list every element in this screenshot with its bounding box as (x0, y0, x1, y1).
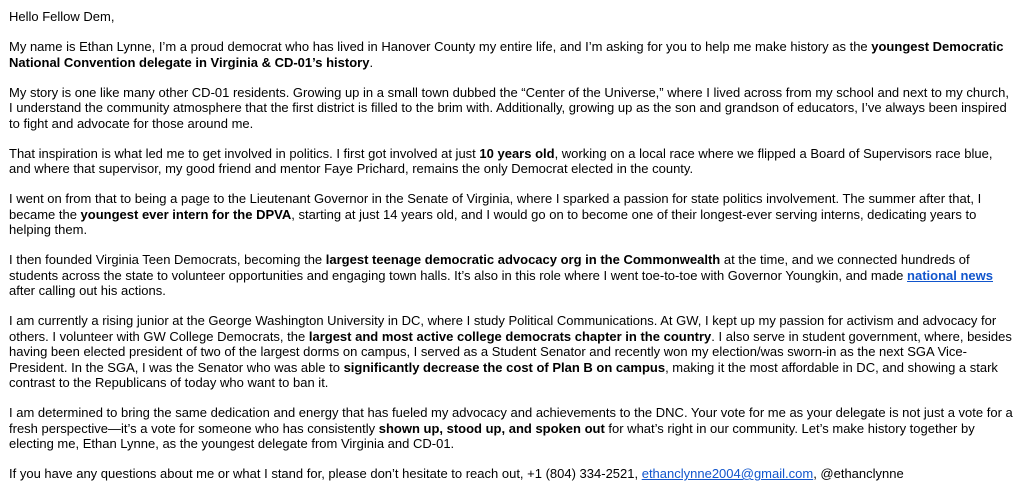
text-run: . (369, 54, 374, 70)
text-run: I am currently a rising junior at the George Washington University in DC, where I study Political Communications. At GW, I kept up my passion for activism and advocacy for others. I volunteer with GW College Democrats, the (9, 313, 997, 344)
bold-shown-up: shown up, stood up, and spoken out (378, 420, 605, 436)
text-run: for what’s right in our community. Let’s make history together by electing me, Ethan Lynne, as the youngest delegate from Virginia and CD-01. (9, 420, 975, 451)
contact-paragraph (9, 466, 1015, 482)
bold-largest-chapter: largest and most active college democrats chapter in the country (308, 328, 712, 344)
gw-paragraph (9, 313, 1015, 391)
text-run: I went on from that to being a page to the Lieutenant Governor in the Senate of Virginia, where I sparked a passion for state politics involvement. The summer after that, I became the (9, 191, 982, 222)
text-run: If you have any questions about me or what I stand for, please don’t hesitate to reach out, +1 (804) 334-2521, (9, 466, 642, 481)
text-run: My story is one like many other CD-01 residents. Growing up in a small town dubbed the “Center of the Universe,” where I lived across from my school and next to my church, I understand the community atmosphere that the first district is filled to the brim with. Additionally, growing up as the son and grandson of educators, I’ve always been inspired to fight and advocate for those around me. (9, 84, 1009, 131)
bold-youngest-intern: youngest ever intern for the DPVA (80, 206, 292, 222)
greeting (9, 9, 1015, 25)
bold-10-years-old: 10 years old (479, 145, 555, 161)
inspiration-paragraph (9, 146, 1015, 177)
story-paragraph (9, 85, 1015, 132)
text-run: after calling out his actions. (9, 283, 166, 298)
bold-largest-org: largest teenage democratic advocacy org in the Commonwealth (325, 252, 721, 267)
email-link[interactable]: ethanclynne2004@gmail.com (641, 466, 814, 481)
text-run: I am determined to bring the same dedication and energy that has fueled my advocacy and achievements to the DNC. Your vote for me as your delegate is not just a vote for a fresh perspective—it’s a vote for someone who has consistently (9, 405, 1013, 436)
text-run: That inspiration is what led me to get involved in politics. I first got involved at just (9, 145, 480, 161)
text-run: , @ethanclynne (813, 466, 904, 481)
text-run: I then founded Virginia Teen Democrats, becoming the (9, 252, 326, 267)
teen-democrats-paragraph (9, 252, 1015, 299)
text-run: , working on a local race where we flipped a Board of Supervisors race blue, and where that supervisor, my good friend and mentor Faye Prichard, remains the only Democrat elected in the county. (9, 145, 993, 176)
bold-plan-b: significantly decrease the cost of Plan B on campus (343, 359, 666, 375)
text-run: Hello Fellow Dem, (9, 9, 115, 24)
text-run: My name is Ethan Lynne, I’m a proud democrat who has lived in Hanover County my entire life, and I’m asking for you to help me make history as the (9, 39, 872, 54)
text-run: , making it the most affordable in DC, and showing a stark contrast to the Republicans of today who want to ban it. (9, 359, 998, 390)
text-run: at the time, and we connected hundreds of students across the state to volunteer opportunities and engaging town halls. It’s also in this role where I went toe-to-toe with Governor Youngkin, and made (9, 252, 970, 283)
text-run: , starting at just 14 years old, and I would go on to become one of their longest-ever serving interns, dedicating years to helping them. (9, 206, 977, 237)
bold-youngest-delegate: youngest Democratic National Convention delegate in Virginia & CD-01’s history (9, 39, 1004, 70)
determination-paragraph (9, 405, 1015, 452)
intro-paragraph (9, 39, 1015, 70)
page-intern-paragraph (9, 191, 1015, 238)
text-run: . I also serve in student government, where, besides having been elected president of two of the largest dorms on campus, I served as a Student Senator and recently won my election/was sworn-in as the next SGA Vice-President. In the SGA, I was the Senator who was able to (9, 328, 1012, 375)
national-news-link[interactable]: national news (907, 267, 993, 283)
